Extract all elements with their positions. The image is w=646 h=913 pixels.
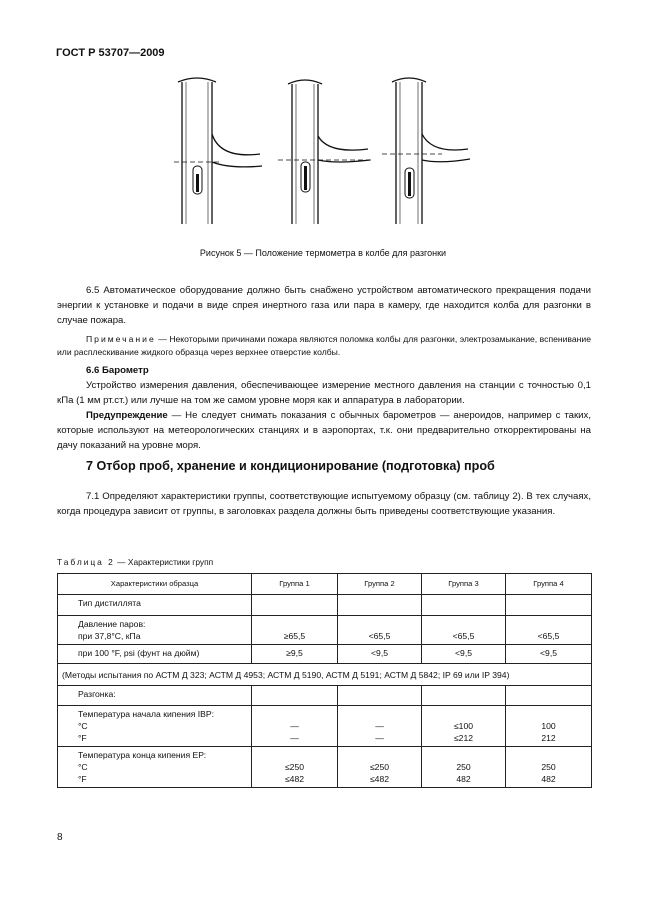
flask-3	[382, 78, 470, 224]
table-cell: <65,5	[537, 631, 560, 641]
row-label	[58, 747, 252, 788]
section-7-heading: 7 Отбор проб, хранение и кондиционирование (подготовка) проб	[86, 459, 495, 473]
warning-paragraph	[57, 408, 591, 453]
table-cell: <65,5	[368, 631, 391, 641]
table-cell: ≤250	[369, 762, 390, 772]
table-row	[58, 706, 592, 747]
row-label: Тип дистиллята	[58, 595, 252, 616]
row-label	[58, 706, 252, 747]
paragraph-7-1: 7.1 Определяют характеристики группы, соответствующие испытуемому образцу (см. таблицу 2). В тех случаях, когда процедура зависит от группы, в заголовках раздела должны быть приведены соответствующие указания.	[57, 491, 591, 517]
table-cell: —	[290, 721, 299, 731]
row-label: при 100 °F, psi (фунт на дюйм)	[58, 645, 252, 664]
unit-f: °F	[78, 733, 87, 743]
table-caption-text: — Характеристики групп	[114, 557, 214, 567]
flask-2	[278, 80, 372, 224]
paragraph-6-5: 6.5 Автоматическое оборудование должно быть снабжено устройством автоматического прекращения подачи энергии к установке и подачи в виде спрея инертного газа или пара в камеру, где находится колба для разгонки в случае пожара.	[57, 285, 591, 326]
table-row	[58, 664, 592, 686]
note	[57, 333, 591, 359]
document-header: ГОСТ Р 53707—2009	[56, 47, 165, 59]
unit-f: °F	[78, 774, 87, 784]
note-text: — Некоторыми причинами пожара являются поломка колбы для разгонки, электрозамыкание, вспенивание или расплескивание жидкого образца через верхнее отверстие колбы.	[57, 334, 591, 357]
flask-thermometer-figure	[160, 74, 480, 250]
table-cell: ≤482	[369, 774, 390, 784]
table-cell: <65,5	[452, 631, 475, 641]
table-cell: ≤212	[453, 733, 474, 743]
pressure-label: Давление паров:	[78, 619, 146, 629]
note-label: Примечание	[86, 334, 156, 344]
table-cell: —	[375, 733, 384, 743]
header-cell: Группа 1	[252, 574, 338, 595]
table-cell: <9,5	[422, 645, 506, 664]
paragraph-6-6: Устройство измерения давления, обеспечивающее измерение местного давления на станции с точностью 0,1 кПа (1 мм рт.ст.) или лучше на том же самом уровне моря как и аппаратура в лаборатории.	[57, 380, 591, 406]
header-cell: Группа 2	[338, 574, 422, 595]
page-number: 8	[57, 832, 63, 843]
table-row	[58, 595, 592, 616]
table-cell: 250	[456, 762, 471, 772]
table-cell: —	[290, 733, 299, 743]
unit-c: °С	[78, 762, 88, 772]
table-caption	[57, 557, 213, 567]
table-cell: <9,5	[506, 645, 592, 664]
table-header-row	[58, 574, 592, 595]
table-cell: ≤100	[453, 721, 474, 731]
table-row	[58, 616, 592, 645]
table-cell: ≥9,5	[252, 645, 338, 664]
table-cell: <9,5	[338, 645, 422, 664]
row-label	[58, 616, 252, 645]
table-caption-label: Таблица 2	[57, 557, 115, 567]
ibp-label: Температура начала кипения IBP:	[78, 709, 215, 719]
warning-label: Предупреждение	[86, 410, 168, 421]
table-row	[58, 747, 592, 788]
table-cell: 250	[541, 762, 556, 772]
table-cell: 482	[541, 774, 556, 784]
header-cell: Группа 4	[506, 574, 592, 595]
table-cell: ≤482	[284, 774, 305, 784]
table-cell: ≤250	[284, 762, 305, 772]
table-cell: ≥65,5	[283, 631, 306, 641]
warning-text: — Не следует снимать показания с обычных барометров — анероидов, например с таких, которые используют на метеорологических станциях и в аэропортах, т.к. они предварительно откорректированы на дачу показаний на уровне моря.	[57, 410, 591, 451]
groups-table	[57, 573, 592, 788]
unit-c: °С	[78, 721, 88, 731]
table-cell: 100	[541, 721, 556, 731]
table-cell: 212	[541, 733, 556, 743]
row-label: Разгонка:	[58, 686, 252, 706]
header-cell: Характеристики образца	[58, 574, 252, 595]
table-row	[58, 686, 592, 706]
pressure-unit-label: при 37,8°С, кПа	[78, 631, 141, 641]
table-cell: 482	[456, 774, 471, 784]
methods-cell: (Методы испытания по АСТМ Д 323; АСТМ Д 4953; АСТМ Д 5190, АСТМ Д 5191; АСТМ Д 5842; IP 69 или IP 394)	[58, 664, 592, 686]
table-row	[58, 645, 592, 664]
ep-label: Температура конца кипения ЕР:	[78, 750, 207, 760]
heading-6-6: 6.6 Барометр	[86, 365, 149, 376]
table-cell: —	[375, 721, 384, 731]
figure-caption: Рисунок 5 — Положение термометра в колбе для разгонки	[199, 248, 447, 258]
flask-1	[174, 78, 262, 224]
header-cell: Группа 3	[422, 574, 506, 595]
